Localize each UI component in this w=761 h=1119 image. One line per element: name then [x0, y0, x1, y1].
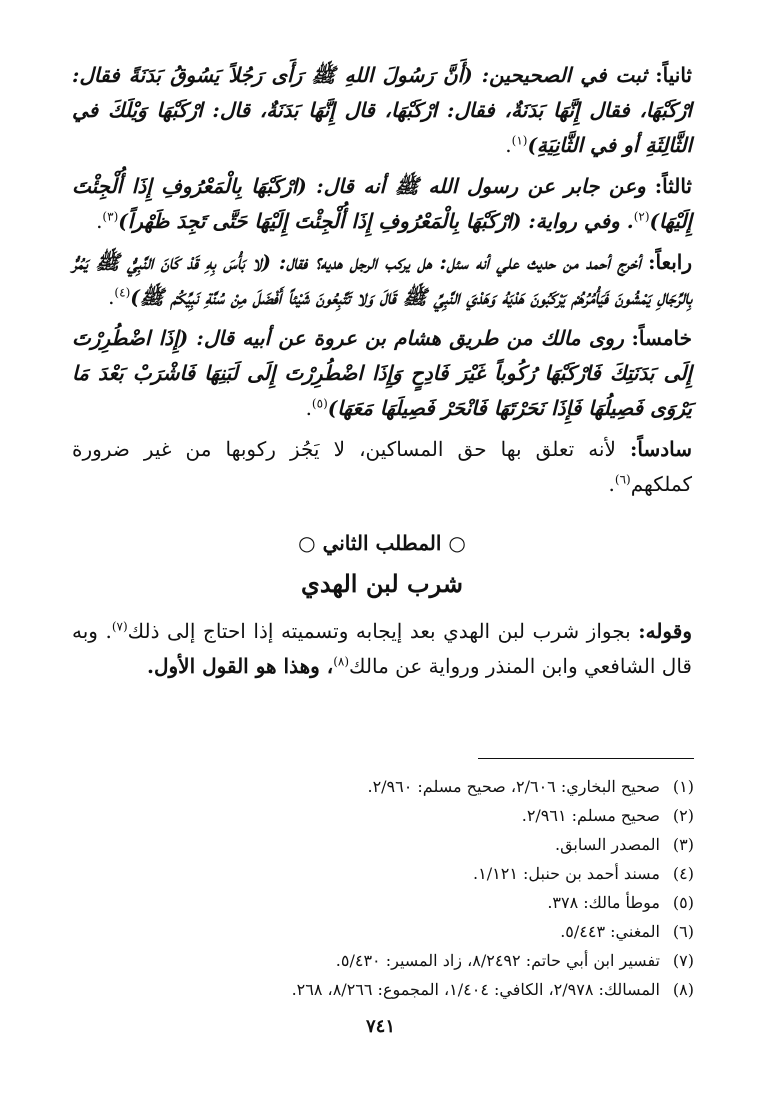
paragraph-tail: . — [96, 209, 103, 233]
paragraph-tail: . — [608, 472, 615, 496]
paragraph-lead: وقوله: — [638, 619, 692, 643]
section-heading-label: المطلب الثاني — [322, 531, 442, 555]
footnote-marker: (٤) — [114, 285, 131, 300]
paragraph-text-continued: . وفي رواية: (ارْكَبْهَا بِالْمَعْرُوفِ إِذَا أُلْجِئْتَ إِلَيْهَا حَتَّى تَجِدَ ظَهْراً) — [118, 209, 634, 233]
footnote-marker: (٥) — [311, 396, 328, 411]
footnote-item — [120, 917, 694, 946]
paragraph-second — [72, 58, 692, 163]
footnote-item — [120, 888, 694, 917]
paragraph-text-conclusion: ، وهذا هو القول الأول. — [147, 654, 334, 678]
ornament-circle-icon: ○ — [448, 531, 466, 555]
footnote-text: موطأ مالك: ٣٧٨. — [547, 893, 660, 912]
paragraph-fourth — [72, 245, 692, 315]
paragraph-text: بجواز شرب لبن الهدي بعد إيجابه وتسميته إذا احتاج إلى ذلك — [127, 619, 631, 643]
footnote-text: صحيح البخاري: ٢/٦٠٦، صحيح مسلم: ٢/٩٦٠. — [367, 777, 660, 796]
paragraph-tail: . — [108, 285, 115, 309]
footnote-item — [120, 975, 694, 1004]
paragraph-lead: رابعاً: — [648, 250, 693, 274]
section-title: شرب لبن الهدي — [301, 569, 463, 598]
paragraph-text-continued: . وبه قال الشافعي وابن المنذر ورواية عن مالك — [72, 619, 692, 678]
paragraph-lead: سادساً: — [630, 437, 693, 461]
footnote-divider — [478, 758, 694, 759]
paragraph-text: روى مالك من طريق هشام بن عروة عن أبيه قال: (إِذَا اضْطُرِرْتَ إِلَى بَدَنَتِكَ فَارْكَبْهَا رُكُوباً غَيْرَ فَادِحٍ وَإِذَا اضْطُرِرْتَ إِلَى لَبَنِهَا فَاشْرَبْ بَعْدَ مَا يَرْوَى فَصِيلُهَا فَإِذَا نَحَرْتَهَا فَانْحَرْ فَصِيلَهَا مَعَهَا) — [72, 326, 692, 420]
paragraph-final — [72, 614, 692, 684]
paragraph-text: ثبت في الصحيحين: (أَنَّ رَسُولَ اللهِ ﷺ رَأَى رَجُلاً يَسُوقُ بَدَنَةً فقال: ارْكَبْهَا، فقال إِنَّهَا بَدَنَةٌ، فقال: ارْكَبْهَا، قال إِنَّهَا بَدَنَةٌ، قال: ارْكَبْهَا وَيْلَكَ في الثَّالِثَةِ أو في الثَّانِيَةِ) — [72, 63, 692, 157]
ornament-circle-icon: ○ — [298, 531, 316, 555]
footnote-text: المسالك: ٢/٩٧٨، الكافي: ١/٤٠٤، المجموع: ٨/٢٦٦، ٢٦٨. — [291, 980, 660, 999]
footnote-marker: (٦) — [614, 472, 631, 487]
footnote-number: (٧) — [672, 951, 694, 970]
paragraph-text: أخرج أحمد من حديث علي أنه سئل: هل يركب الرجل هديه؟ فقال: (لا بَأْسَ بِهِ قَدْ كَانَ النَّبِيُّ ﷺ يَمُرُّ بِالرِّجَالِ يَمْشُونَ فَيَأْمُرُهُمْ يَرْكَبُونَ هَدْيَهُ وَهَدْيَ النَّبِيِّ ﷺ قَالَ وَلا تَتَّبِعُونَ شَيْئاً أَفْضَلَ مِنْ سُنَّةِ نَبِيِّكُمْ ﷺ) — [72, 250, 692, 309]
footnote-number: (٢) — [672, 806, 694, 825]
page-number: ٧٤١ — [365, 1016, 395, 1037]
footnote-marker: (٣) — [102, 209, 119, 224]
footnote-text: مسند أحمد بن حنبل: ١/١٢١. — [473, 864, 660, 883]
paragraph-text: وعن جابر عن رسول الله ﷺ أنه قال: (ارْكَبْهَا بِالْمَعْرُوفِ إِذَا أُلْجِئْتَ إِلَيْهَا) — [72, 174, 692, 233]
footnote-item — [120, 772, 694, 801]
paragraph-tail: . — [505, 133, 512, 157]
paragraph-lead: ثالثاً: — [654, 174, 692, 198]
footnote-item — [120, 859, 694, 888]
footnote-number: (٣) — [672, 835, 694, 854]
paragraph-sixth — [72, 432, 692, 502]
footnote-number: (١) — [672, 777, 694, 796]
main-text — [72, 58, 692, 690]
paragraph-fifth — [72, 321, 692, 426]
footnote-marker: (٧) — [111, 619, 128, 634]
footnote-text: المصدر السابق. — [554, 835, 660, 854]
paragraph-lead: ثانياً: — [655, 63, 692, 87]
footnote-text: صحيح مسلم: ٢/٩٦١. — [521, 806, 660, 825]
paragraph-lead: خامساً: — [631, 326, 692, 350]
paragraph-third — [72, 169, 692, 239]
footnote-item — [120, 946, 694, 975]
footnote-text: تفسير ابن أبي حاتم: ٨/٢٤٩٢، زاد المسير: ٥/٤٣٠. — [335, 951, 660, 970]
section-heading — [72, 526, 692, 560]
footnote-text: المغني: ٥/٤٤٣. — [560, 922, 660, 941]
footnote-marker: (٨) — [333, 654, 350, 669]
footnotes — [120, 772, 694, 1004]
footnote-number: (٥) — [672, 893, 694, 912]
footnote-marker: (٢) — [633, 209, 650, 224]
footnote-item — [120, 801, 694, 830]
footnote-number: (٤) — [672, 864, 694, 883]
footnote-number: (٦) — [672, 922, 694, 941]
paragraph-text: لأنه تعلق بها حق المساكين، لا يَجُز ركوبها من غير ضرورة كملكهم — [72, 437, 692, 496]
footnote-item — [120, 830, 694, 859]
footnote-marker: (١) — [511, 133, 528, 148]
footnote-number: (٨) — [672, 980, 694, 999]
paragraph-tail: . — [305, 396, 312, 420]
